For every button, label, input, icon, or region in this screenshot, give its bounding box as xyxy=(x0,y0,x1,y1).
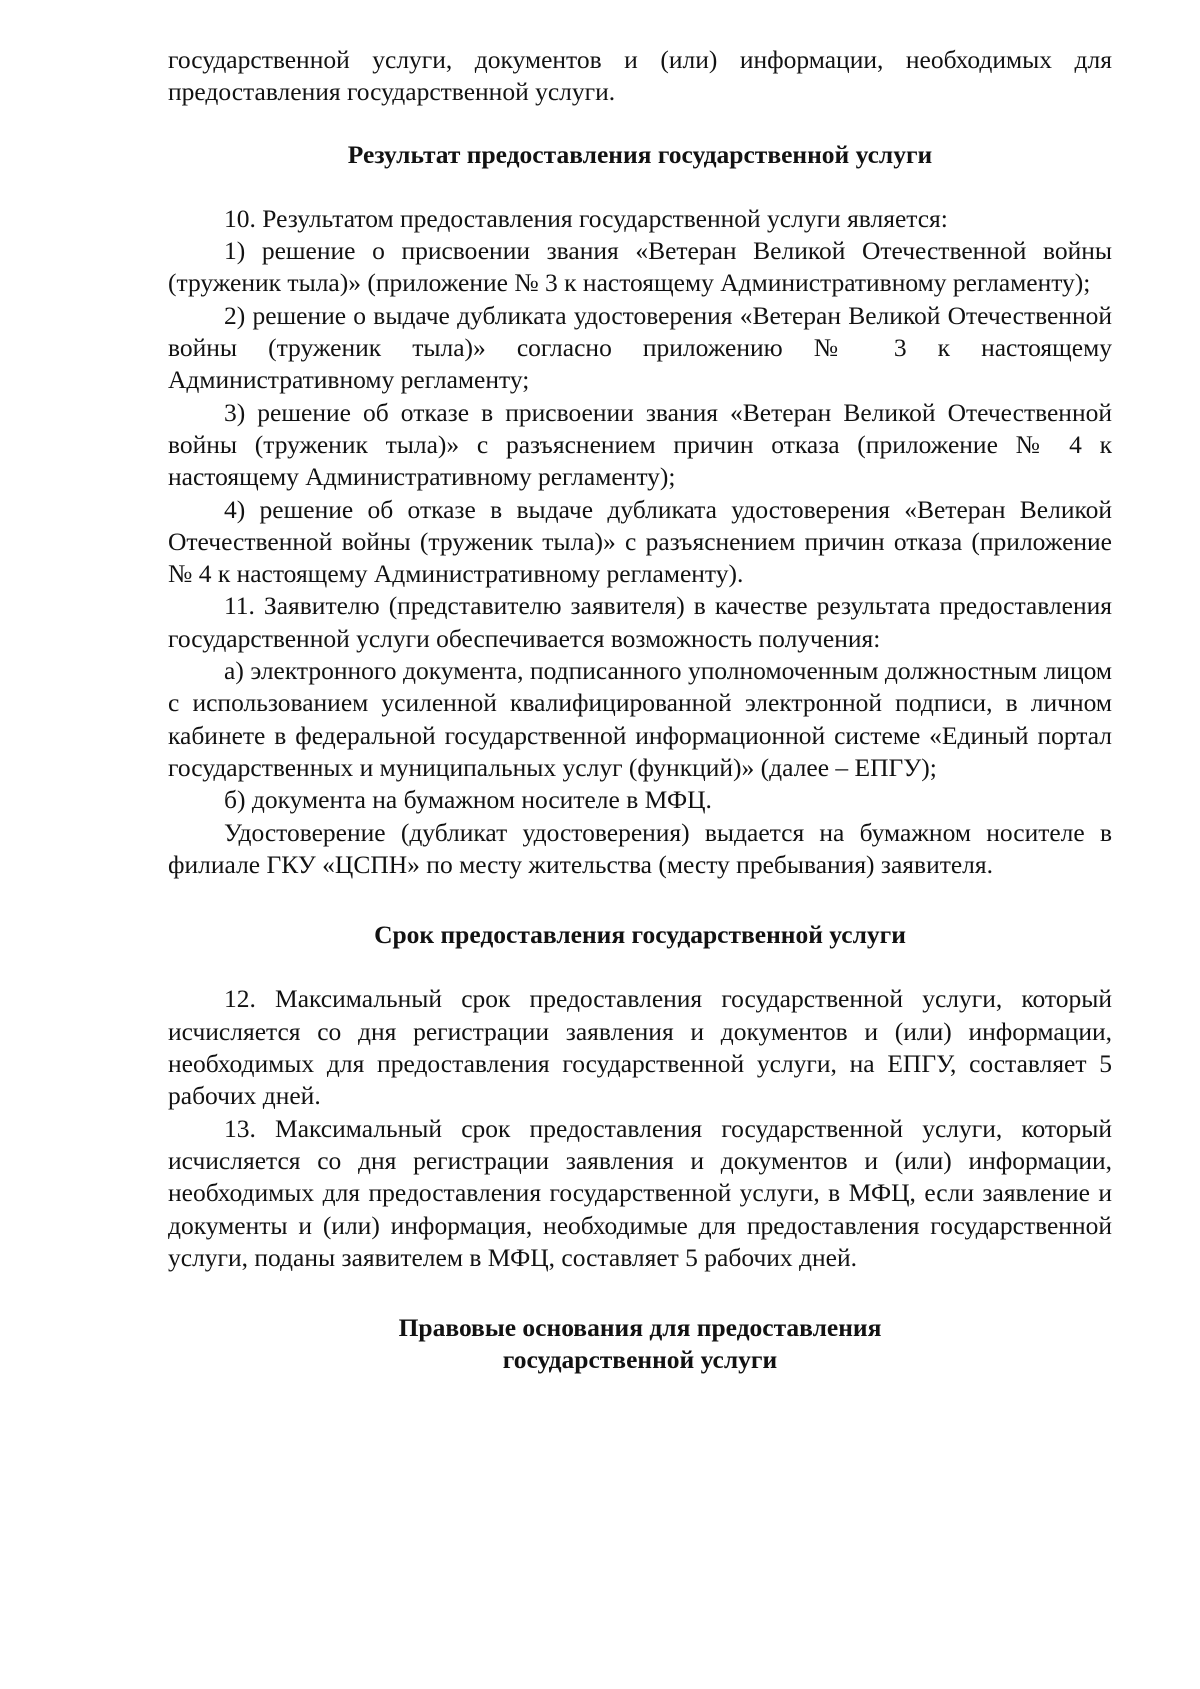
paragraph-12: 12. Максимальный срок предоставления государственной услуги, который исчисляется со дня регистрации заявления и документов и (или) информации, необходимых для предоставления государственной услуги, на ЕПГУ, составляет 5 рабочих дней. xyxy=(168,984,1112,1111)
section-heading-legal-line-1: Правовые основания для предоставления xyxy=(398,1313,882,1343)
section-heading-result: Результат предоставления государственной услуги xyxy=(347,139,933,169)
paragraph-10-item-2: 2) решение о выдаче дубликата удостоверения «Ветеран Великой Отечественной войны (труженик тыла)» согласно приложению № 3 к настоящему Административному регламенту; xyxy=(168,300,1112,395)
paragraph-10-intro: 10. Результатом предоставления государственной услуги является: xyxy=(224,203,948,233)
paragraph-11-item-a: а) электронного документа, подписанного уполномоченным должностным лицом с использованием усиленной квалифицированной электронной подписи, в личном кабинете в федеральной государственной информационной системе «Единый портал государственных и муниципальных услуг (функций)» (далее – ЕПГУ); xyxy=(168,656,1112,782)
paragraph-10-item-4: 4) решение об отказе в выдаче дубликата удостоверения «Ветеран Великой Отечественной войны (труженик тыла)» с разъяснением причин отказа (приложение № 4 к настоящему Административному регламенту). xyxy=(168,494,1112,589)
paragraph-10-item-1: 1) решение о присвоении звания «Ветеран Великой Отечественной войны (труженик тыла)» (приложение № 3 к настоящему Административному регламенту); xyxy=(168,236,1112,298)
section-heading-legal xyxy=(168,1312,1112,1377)
continuation-paragraph: государственной услуги, документов и (или) информации, необходимых для предоставления государственной услуги. xyxy=(168,45,1112,107)
paragraph-11-intro: 11. Заявителю (представителю заявителя) в качестве результата предоставления государственной услуги обеспечивается возможность получения: xyxy=(168,591,1112,653)
section-heading-legal-line-2: государственной услуги xyxy=(502,1345,778,1375)
paragraph-10-item-3: 3) решение об отказе в присвоении звания «Ветеран Великой Отечественной войны (труженик тыла)» с разъяснением причин отказа (приложение № 4 к настоящему Административному регламенту); xyxy=(168,397,1112,492)
paragraph-13: 13. Максимальный срок предоставления государственной услуги, который исчисляется со дня регистрации заявления и документов и (или) информации, необходимых для предоставления государственной услуги, в МФЦ, если заявление и документы и (или) информация, необходимые для предоставления государственной услуги, поданы заявителем в МФЦ, составляет 5 рабочих дней. xyxy=(168,1113,1112,1272)
paragraph-11-note: Удостоверение (дубликат удостоверения) выдается на бумажном носителе в филиале ГКУ «ЦСПН» по месту жительства (месту пребывания) заявителя. xyxy=(168,817,1112,879)
section-heading-term: Срок предоставления государственной услуги xyxy=(374,920,906,950)
paragraph-11-item-b: б) документа на бумажном носителе в МФЦ. xyxy=(224,785,712,815)
